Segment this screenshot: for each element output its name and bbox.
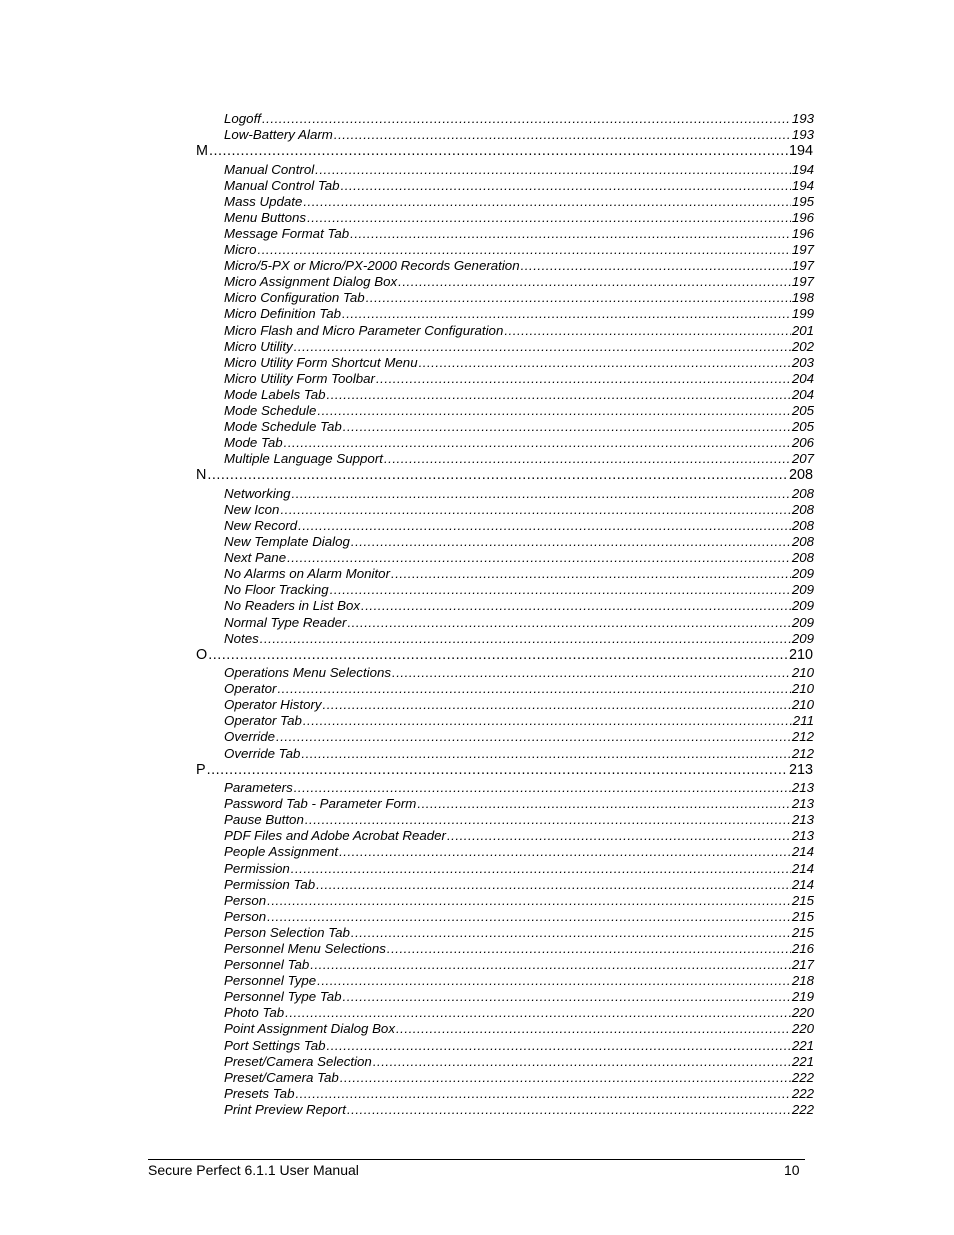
dot-leader (373, 1054, 791, 1069)
index-entry-page: 203 (791, 354, 814, 370)
index-entry-text: Override Tab (224, 745, 301, 761)
index-entry-page: 209 (791, 598, 814, 614)
index-entry-text: Presets Tab (224, 1085, 295, 1101)
dot-leader (343, 419, 791, 434)
dot-leader (294, 780, 791, 795)
dot-leader (396, 1021, 791, 1036)
dot-leader (347, 615, 790, 630)
index-entry-page: 197 (791, 274, 814, 290)
index-entry-page: 215 (791, 908, 814, 924)
dot-leader (301, 746, 790, 761)
index-entry-page: 195 (791, 193, 814, 209)
index-entry (224, 419, 814, 435)
index-entry-page: 197 (791, 242, 814, 258)
index-entry-text: Print Preview Report (224, 1101, 346, 1117)
index-entry (224, 290, 814, 306)
dot-leader (310, 957, 791, 972)
index-entry-text: PDF Files and Adobe Acrobat Reader (224, 828, 446, 844)
index-entry-page: 211 (792, 713, 814, 729)
index-entry-page: 222 (791, 1085, 814, 1101)
footer-page-number: 10 (784, 1162, 800, 1178)
index-entry-text: Micro Utility Form Toolbar (224, 370, 375, 386)
index-entry (224, 957, 814, 973)
dot-leader (387, 941, 791, 956)
index-entry-page: 217 (791, 957, 814, 973)
index-entry-text: Override (224, 729, 275, 745)
index-entry-page: 208 (791, 534, 814, 550)
dot-leader (291, 861, 791, 876)
index-entry-text: Person (224, 892, 267, 908)
dot-leader (384, 451, 791, 466)
dot-leader (323, 697, 791, 712)
index-entry (224, 973, 814, 989)
index-entry-page: 209 (791, 614, 814, 630)
index-entry (224, 1038, 814, 1054)
index-letter-heading (196, 762, 813, 780)
dot-leader (330, 582, 791, 597)
index-entry-text: No Alarms on Alarm Monitor (224, 566, 391, 582)
dot-leader (295, 1086, 790, 1101)
index-entry (224, 518, 814, 534)
index-entry-text: Personnel Type (224, 973, 317, 989)
index-entry-text: Micro (224, 242, 257, 258)
dot-leader (317, 403, 790, 418)
index-entry (224, 435, 814, 451)
index-entry-text: People Assignment (224, 844, 339, 860)
index-entry-page: 196 (791, 225, 814, 241)
dot-leader (316, 877, 791, 892)
index-entry (224, 566, 814, 582)
dot-leader (361, 598, 791, 613)
dot-leader (209, 143, 788, 159)
dot-leader (315, 162, 791, 177)
index-entry-page: 215 (791, 892, 814, 908)
index-entry-text: Menu Buttons (224, 209, 307, 225)
index-entry-text: No Floor Tracking (224, 582, 329, 598)
index-entry (224, 877, 814, 893)
index-entry-page: 209 (791, 630, 814, 646)
index-entry-page: 204 (791, 370, 814, 386)
index-entry-page: 198 (791, 290, 814, 306)
dot-leader (280, 502, 790, 517)
index-entry-text: Micro Definition Tab (224, 306, 342, 322)
dot-leader (341, 178, 791, 193)
index-entry-text: Personnel Menu Selections (224, 940, 386, 956)
index-entry-text: Micro Utility Form Shortcut Menu (224, 354, 418, 370)
index-entry (224, 534, 814, 550)
index-entry-text: P (196, 761, 206, 778)
index-entry (224, 1021, 814, 1037)
dot-leader (258, 242, 791, 257)
index-entry-page: 221 (791, 1053, 814, 1069)
dot-leader (392, 665, 791, 680)
dot-leader (340, 1070, 791, 1085)
index-entry-text: Operator Tab (224, 713, 302, 729)
index-entry (224, 258, 814, 274)
dot-leader (521, 258, 791, 273)
index-letter-heading (196, 467, 813, 485)
dot-leader (303, 713, 792, 728)
dot-leader (447, 828, 791, 843)
index-entry-page: 213 (788, 761, 813, 778)
index-entry-page: 221 (791, 1037, 814, 1053)
index-entry-page: 199 (791, 306, 814, 322)
index-entry-text: O (196, 646, 208, 663)
index-entry-text: Permission Tab (224, 876, 316, 892)
dot-leader (327, 387, 791, 402)
index-entry-page: 197 (791, 258, 814, 274)
index-entry-text: Micro/5-PX or Micro/PX-2000 Records Generation (224, 258, 520, 274)
dot-leader (327, 1038, 791, 1053)
index-entry (224, 598, 814, 614)
index-entry-page: 219 (791, 989, 814, 1005)
index-entry (224, 1102, 814, 1118)
index-entry (224, 306, 814, 322)
index-entry (224, 989, 814, 1005)
index-entry-page: 194 (791, 161, 814, 177)
index-entry (224, 355, 814, 371)
index-entry-page: 210 (791, 697, 814, 713)
index-entry (224, 194, 814, 210)
index-entry (224, 941, 814, 957)
index-entry-text: N (196, 467, 207, 484)
index-entry (224, 339, 814, 355)
dot-leader (207, 762, 788, 778)
index-entry-page: 213 (791, 796, 814, 812)
index-entry (224, 796, 814, 812)
index-entry (224, 486, 814, 502)
index-entry-page: 205 (791, 402, 814, 418)
index-entry (224, 780, 814, 796)
index-entry (224, 631, 814, 647)
index-entry (224, 729, 814, 745)
dot-leader (292, 486, 791, 501)
index-entry (224, 403, 814, 419)
index-entry-page: 214 (791, 876, 814, 892)
index-entry (224, 615, 814, 631)
dot-leader (285, 1005, 791, 1020)
index-entry-page: 208 (791, 517, 814, 533)
index-entry (224, 323, 814, 339)
index-entry-page: 207 (791, 451, 814, 467)
index-entry-text: Networking (224, 485, 291, 501)
index-entry-page: 196 (791, 209, 814, 225)
index-entry-page: 209 (791, 566, 814, 582)
index-entry (224, 861, 814, 877)
index-entry-text: Micro Configuration Tab (224, 290, 365, 306)
index-entry (224, 274, 814, 290)
index-entry-page: 204 (791, 386, 814, 402)
dot-leader (398, 274, 791, 289)
index-entry-text: Mass Update (224, 193, 303, 209)
index-entry (224, 909, 814, 925)
index-entry-page: 214 (791, 860, 814, 876)
index-entry (224, 387, 814, 403)
dot-leader (376, 371, 791, 386)
dot-leader (276, 729, 791, 744)
index-entry (224, 1005, 814, 1021)
dot-leader (262, 111, 791, 126)
index-entry-text: Personnel Type Tab (224, 989, 342, 1005)
index-entry (224, 371, 814, 387)
index-entry-page: 212 (791, 729, 814, 745)
index-entry (224, 226, 814, 242)
dot-leader (317, 973, 791, 988)
index-entry (224, 665, 814, 681)
index-letter-heading (196, 647, 813, 665)
index-entry-page: 218 (791, 973, 814, 989)
index-entry-text: Next Pane (224, 550, 287, 566)
dot-leader (351, 534, 791, 549)
index-entry-page: 206 (791, 435, 814, 451)
index-entry (224, 1070, 814, 1086)
index-entry-text: Notes (224, 630, 259, 646)
index-entry-page: 220 (791, 1021, 814, 1037)
index-entry-page: 194 (791, 177, 814, 193)
dot-leader (366, 290, 791, 305)
index-entry (224, 844, 814, 860)
index-entry-page: 213 (791, 812, 814, 828)
index-entry (224, 451, 814, 467)
dot-leader (334, 127, 791, 142)
index-entry-text: Mode Schedule (224, 402, 317, 418)
index-entry-text: Mode Labels Tab (224, 386, 326, 402)
index-entry-page: 208 (791, 485, 814, 501)
index-entry (224, 681, 814, 697)
index-entry-page: 214 (791, 844, 814, 860)
index-entry-page: 222 (791, 1101, 814, 1117)
dot-leader (294, 339, 791, 354)
index-entry-page: 202 (791, 338, 814, 354)
index-entry (224, 713, 814, 729)
index-entry (224, 111, 814, 127)
index-entry-text: Operator (224, 681, 277, 697)
dot-leader (307, 210, 791, 225)
index-entry-page: 208 (791, 550, 814, 566)
index-entry-text: Manual Control (224, 161, 315, 177)
dot-leader (267, 909, 791, 924)
dot-leader (207, 467, 788, 483)
index-entry-text: Operations Menu Selections (224, 665, 392, 681)
index-entry-text: Port Settings Tab (224, 1037, 326, 1053)
index-entry (224, 893, 814, 909)
index-entry-page: 208 (788, 467, 813, 484)
index-entry-text: No Readers in List Box (224, 598, 360, 614)
index-entry-text: Password Tab - Parameter Form (224, 796, 417, 812)
index-entry-page: 220 (791, 1005, 814, 1021)
index-entry (224, 210, 814, 226)
index-entry-text: Low-Battery Alarm (224, 127, 333, 143)
dot-leader (504, 323, 790, 338)
index-entry-text: Permission (224, 860, 290, 876)
index-entry-text: Personnel Tab (224, 957, 310, 973)
dot-leader (277, 681, 790, 696)
dot-leader (351, 925, 791, 940)
dot-leader (339, 844, 791, 859)
index-entry-page: 222 (791, 1069, 814, 1085)
index-entry-page: 216 (791, 940, 814, 956)
index-entry-page: 194 (788, 143, 813, 160)
index-entry-text: Message Format Tab (224, 225, 350, 241)
index-entry-text: Manual Control Tab (224, 177, 340, 193)
index-entry-page: 212 (791, 745, 814, 761)
index-entry (224, 828, 814, 844)
index-entry-text: Pause Button (224, 812, 304, 828)
index-entry (224, 812, 814, 828)
index-entry (224, 746, 814, 762)
index-entry-text: Preset/Camera Tab (224, 1069, 339, 1085)
index-entry-text: Point Assignment Dialog Box (224, 1021, 395, 1037)
index-entry (224, 127, 814, 143)
index-letter-heading (196, 143, 813, 161)
dot-leader (305, 812, 791, 827)
index-entry-text: Mode Schedule Tab (224, 419, 342, 435)
index-entry-text: Multiple Language Support (224, 451, 383, 467)
index-entry (224, 1054, 814, 1070)
index-list (0, 111, 954, 1118)
dot-leader (391, 566, 791, 581)
dot-leader (419, 355, 791, 370)
index-entry-text: Person Selection Tab (224, 924, 350, 940)
index-entry-page: 213 (791, 780, 814, 796)
index-entry-page: 193 (791, 111, 814, 126)
index-entry-text: Photo Tab (224, 1005, 285, 1021)
dot-leader (208, 647, 788, 663)
index-entry (224, 582, 814, 598)
dot-leader (260, 631, 791, 646)
index-entry-text: New Record (224, 517, 298, 533)
index-entry-text: M (196, 143, 208, 160)
index-entry-page: 210 (788, 646, 813, 663)
footer-divider (148, 1159, 805, 1160)
index-entry (224, 178, 814, 194)
index-entry-text: Micro Flash and Micro Parameter Configuration (224, 322, 504, 338)
dot-leader (417, 796, 790, 811)
index-entry-text: New Template Dialog (224, 534, 350, 550)
index-entry-page: 208 (791, 501, 814, 517)
index-entry (224, 1086, 814, 1102)
index-entry-page: 210 (791, 665, 814, 681)
index-entry (224, 697, 814, 713)
index-entry-page: 209 (791, 582, 814, 598)
index-entry-text: Normal Type Reader (224, 614, 347, 630)
index-entry-text: Micro Utility (224, 338, 293, 354)
index-entry (224, 550, 814, 566)
index-entry-text: Parameters (224, 780, 293, 796)
dot-leader (347, 1102, 791, 1117)
index-entry-text: New Icon (224, 501, 280, 517)
dot-leader (342, 306, 791, 321)
index-entry-page: 210 (791, 681, 814, 697)
dot-leader (298, 518, 791, 533)
index-entry-text: Micro Assignment Dialog Box (224, 274, 398, 290)
index-entry (224, 502, 814, 518)
index-entry-page: 193 (791, 127, 814, 143)
index-entry-text: Person (224, 908, 267, 924)
dot-leader (284, 435, 791, 450)
index-entry-text: Logoff (224, 111, 261, 126)
index-entry-page: 215 (791, 924, 814, 940)
footer-title: Secure Perfect 6.1.1 User Manual (148, 1162, 359, 1178)
dot-leader (343, 989, 791, 1004)
index-entry-page: 213 (791, 828, 814, 844)
index-entry-page: 205 (791, 419, 814, 435)
index-entry-text: Mode Tab (224, 435, 283, 451)
index-entry-text: Preset/Camera Selection (224, 1053, 372, 1069)
index-entry (224, 242, 814, 258)
index-entry (224, 925, 814, 941)
dot-leader (303, 194, 790, 209)
index-entry-page: 201 (791, 322, 814, 338)
index-entry (224, 162, 814, 178)
dot-leader (350, 226, 791, 241)
dot-leader (287, 550, 791, 565)
index-entry-text: Operator History (224, 697, 322, 713)
dot-leader (267, 893, 791, 908)
